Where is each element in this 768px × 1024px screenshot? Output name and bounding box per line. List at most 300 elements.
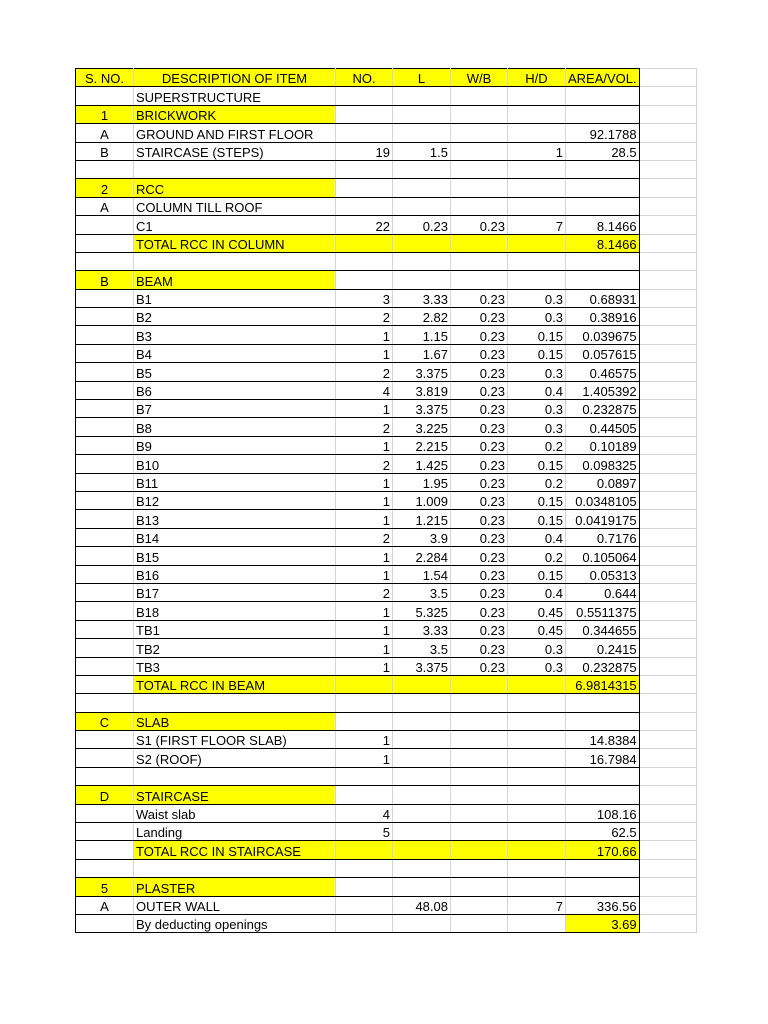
cell-description[interactable]: B12 xyxy=(134,491,336,509)
cell-no[interactable]: 1 xyxy=(336,491,393,509)
cell-height[interactable]: 0.3 xyxy=(508,418,566,436)
empty-cell[interactable] xyxy=(639,804,696,822)
cell-area-vol[interactable]: 108.16 xyxy=(566,804,640,822)
cell-sno[interactable] xyxy=(76,160,134,178)
cell-description[interactable]: By deducting openings xyxy=(134,914,336,932)
cell-sno[interactable] xyxy=(76,400,134,418)
cell-area-vol[interactable] xyxy=(566,252,640,270)
cell-area-vol[interactable]: 0.057615 xyxy=(566,344,640,362)
empty-cell[interactable] xyxy=(639,528,696,546)
cell-height[interactable] xyxy=(508,105,566,123)
cell-height[interactable] xyxy=(508,197,566,215)
cell-area-vol[interactable] xyxy=(566,179,640,197)
cell-sno[interactable] xyxy=(76,528,134,546)
cell-description[interactable]: BEAM xyxy=(134,271,336,289)
cell-sno[interactable]: B xyxy=(76,271,134,289)
cell-area-vol[interactable]: 0.10189 xyxy=(566,436,640,454)
empty-cell[interactable] xyxy=(639,878,696,896)
cell-length[interactable]: 3.225 xyxy=(393,418,451,436)
cell-no[interactable] xyxy=(336,859,393,877)
cell-length[interactable] xyxy=(393,234,451,252)
cell-width[interactable] xyxy=(451,160,508,178)
cell-sno[interactable] xyxy=(76,326,134,344)
cell-height[interactable]: 7 xyxy=(508,896,566,914)
cell-width[interactable] xyxy=(451,197,508,215)
cell-description[interactable] xyxy=(134,252,336,270)
cell-width[interactable]: 0.23 xyxy=(451,491,508,509)
cell-sno[interactable] xyxy=(76,731,134,749)
cell-description[interactable]: PLASTER xyxy=(134,878,336,896)
cell-length[interactable]: 48.08 xyxy=(393,896,451,914)
cell-sno[interactable] xyxy=(76,804,134,822)
cell-no[interactable]: 1 xyxy=(336,436,393,454)
empty-cell[interactable] xyxy=(639,859,696,877)
cell-sno[interactable] xyxy=(76,841,134,859)
cell-sno[interactable] xyxy=(76,87,134,105)
cell-description[interactable]: COLUMN TILL ROOF xyxy=(134,197,336,215)
cell-width[interactable]: 0.23 xyxy=(451,326,508,344)
cell-no[interactable] xyxy=(336,675,393,693)
cell-width[interactable] xyxy=(451,142,508,160)
cell-no[interactable] xyxy=(336,694,393,712)
cell-height[interactable]: 0.3 xyxy=(508,289,566,307)
cell-width[interactable] xyxy=(451,234,508,252)
column-header[interactable]: H/D xyxy=(508,69,566,87)
cell-length[interactable] xyxy=(393,749,451,767)
cell-width[interactable]: 0.23 xyxy=(451,510,508,528)
cell-length[interactable] xyxy=(393,124,451,142)
cell-no[interactable]: 1 xyxy=(336,326,393,344)
empty-cell[interactable] xyxy=(639,252,696,270)
cell-description[interactable]: B11 xyxy=(134,473,336,491)
cell-description[interactable] xyxy=(134,694,336,712)
cell-width[interactable]: 0.23 xyxy=(451,528,508,546)
empty-cell[interactable] xyxy=(639,639,696,657)
cell-height[interactable] xyxy=(508,160,566,178)
cell-width[interactable]: 0.23 xyxy=(451,308,508,326)
cell-no[interactable]: 1 xyxy=(336,749,393,767)
cell-length[interactable]: 1.54 xyxy=(393,565,451,583)
cell-area-vol[interactable]: 0.38916 xyxy=(566,308,640,326)
cell-no[interactable]: 1 xyxy=(336,547,393,565)
empty-cell[interactable] xyxy=(639,308,696,326)
cell-description[interactable]: B16 xyxy=(134,565,336,583)
cell-length[interactable] xyxy=(393,878,451,896)
cell-sno[interactable]: 5 xyxy=(76,878,134,896)
cell-no[interactable] xyxy=(336,914,393,932)
cell-no[interactable]: 1 xyxy=(336,620,393,638)
cell-description[interactable]: STAIRCASE xyxy=(134,786,336,804)
empty-cell[interactable] xyxy=(639,712,696,730)
cell-width[interactable] xyxy=(451,731,508,749)
empty-cell[interactable] xyxy=(639,620,696,638)
cell-height[interactable]: 0.15 xyxy=(508,510,566,528)
cell-sno[interactable] xyxy=(76,216,134,234)
cell-sno[interactable] xyxy=(76,565,134,583)
cell-area-vol[interactable]: 0.644 xyxy=(566,583,640,601)
cell-height[interactable]: 0.15 xyxy=(508,565,566,583)
cell-length[interactable] xyxy=(393,712,451,730)
empty-cell[interactable] xyxy=(639,731,696,749)
cell-sno[interactable]: A xyxy=(76,896,134,914)
cell-area-vol[interactable]: 0.7176 xyxy=(566,528,640,546)
cell-width[interactable]: 0.23 xyxy=(451,639,508,657)
empty-cell[interactable] xyxy=(639,583,696,601)
cell-area-vol[interactable]: 92.1788 xyxy=(566,124,640,142)
cell-no[interactable] xyxy=(336,786,393,804)
cell-length[interactable] xyxy=(393,105,451,123)
cell-height[interactable] xyxy=(508,749,566,767)
cell-length[interactable]: 1.425 xyxy=(393,455,451,473)
cell-width[interactable]: 0.23 xyxy=(451,436,508,454)
cell-height[interactable]: 7 xyxy=(508,216,566,234)
cell-height[interactable]: 0.3 xyxy=(508,308,566,326)
empty-cell[interactable] xyxy=(639,547,696,565)
cell-length[interactable] xyxy=(393,694,451,712)
cell-no[interactable]: 2 xyxy=(336,528,393,546)
empty-cell[interactable] xyxy=(639,105,696,123)
cell-length[interactable]: 3.375 xyxy=(393,400,451,418)
cell-length[interactable] xyxy=(393,804,451,822)
cell-area-vol[interactable]: 0.0419175 xyxy=(566,510,640,528)
cell-area-vol[interactable]: 16.7984 xyxy=(566,749,640,767)
cell-description[interactable]: TB1 xyxy=(134,620,336,638)
cell-height[interactable] xyxy=(508,823,566,841)
cell-no[interactable]: 4 xyxy=(336,381,393,399)
empty-cell[interactable] xyxy=(639,767,696,785)
cell-area-vol[interactable]: 0.344655 xyxy=(566,620,640,638)
cell-sno[interactable] xyxy=(76,289,134,307)
cell-width[interactable] xyxy=(451,675,508,693)
cell-area-vol[interactable]: 0.05313 xyxy=(566,565,640,583)
empty-cell[interactable] xyxy=(639,234,696,252)
cell-description[interactable]: B3 xyxy=(134,326,336,344)
cell-description[interactable]: SLAB xyxy=(134,712,336,730)
empty-cell[interactable] xyxy=(639,914,696,932)
cell-height[interactable] xyxy=(508,712,566,730)
cell-description[interactable]: TOTAL RCC IN STAIRCASE xyxy=(134,841,336,859)
cell-width[interactable] xyxy=(451,786,508,804)
cell-description[interactable]: Landing xyxy=(134,823,336,841)
cell-description[interactable] xyxy=(134,859,336,877)
cell-height[interactable] xyxy=(508,841,566,859)
cell-height[interactable]: 0.15 xyxy=(508,344,566,362)
cell-width[interactable]: 0.23 xyxy=(451,620,508,638)
cell-sno[interactable]: 1 xyxy=(76,105,134,123)
cell-no[interactable]: 1 xyxy=(336,657,393,675)
cell-sno[interactable] xyxy=(76,344,134,362)
cell-length[interactable] xyxy=(393,675,451,693)
cell-height[interactable] xyxy=(508,694,566,712)
cell-description[interactable]: B13 xyxy=(134,510,336,528)
cell-area-vol[interactable] xyxy=(566,197,640,215)
cell-no[interactable] xyxy=(336,179,393,197)
cell-width[interactable]: 0.23 xyxy=(451,547,508,565)
cell-width[interactable] xyxy=(451,914,508,932)
cell-no[interactable] xyxy=(336,841,393,859)
cell-width[interactable]: 0.23 xyxy=(451,565,508,583)
cell-description[interactable] xyxy=(134,767,336,785)
empty-cell[interactable] xyxy=(639,436,696,454)
empty-cell[interactable] xyxy=(639,841,696,859)
cell-width[interactable] xyxy=(451,105,508,123)
cell-height[interactable]: 0.2 xyxy=(508,547,566,565)
empty-cell[interactable] xyxy=(639,197,696,215)
cell-height[interactable] xyxy=(508,878,566,896)
cell-sno[interactable] xyxy=(76,914,134,932)
cell-width[interactable] xyxy=(451,841,508,859)
cell-sno[interactable]: A xyxy=(76,197,134,215)
cell-area-vol[interactable]: 0.039675 xyxy=(566,326,640,344)
cell-width[interactable] xyxy=(451,124,508,142)
empty-cell[interactable] xyxy=(639,69,696,87)
cell-sno[interactable] xyxy=(76,547,134,565)
cell-sno[interactable] xyxy=(76,363,134,381)
cell-area-vol[interactable]: 62.5 xyxy=(566,823,640,841)
cell-description[interactable]: B10 xyxy=(134,455,336,473)
cell-description[interactable]: B4 xyxy=(134,344,336,362)
cell-area-vol[interactable] xyxy=(566,712,640,730)
cell-height[interactable]: 1 xyxy=(508,142,566,160)
cell-sno[interactable] xyxy=(76,823,134,841)
cell-height[interactable]: 0.3 xyxy=(508,639,566,657)
cell-width[interactable] xyxy=(451,271,508,289)
column-header[interactable]: DESCRIPTION OF ITEM xyxy=(134,69,336,87)
cell-length[interactable]: 3.33 xyxy=(393,289,451,307)
cell-height[interactable] xyxy=(508,179,566,197)
cell-width[interactable] xyxy=(451,712,508,730)
empty-cell[interactable] xyxy=(639,344,696,362)
cell-width[interactable]: 0.23 xyxy=(451,216,508,234)
cell-height[interactable]: 0.15 xyxy=(508,326,566,344)
cell-length[interactable] xyxy=(393,252,451,270)
cell-height[interactable]: 0.2 xyxy=(508,473,566,491)
cell-height[interactable] xyxy=(508,731,566,749)
empty-cell[interactable] xyxy=(639,602,696,620)
empty-cell[interactable] xyxy=(639,124,696,142)
cell-sno[interactable] xyxy=(76,436,134,454)
cell-width[interactable]: 0.23 xyxy=(451,381,508,399)
cell-no[interactable]: 2 xyxy=(336,308,393,326)
cell-sno[interactable] xyxy=(76,308,134,326)
cell-no[interactable] xyxy=(336,234,393,252)
cell-no[interactable]: 2 xyxy=(336,583,393,601)
column-header[interactable]: W/B xyxy=(451,69,508,87)
cell-no[interactable] xyxy=(336,271,393,289)
cell-length[interactable] xyxy=(393,841,451,859)
cell-no[interactable] xyxy=(336,767,393,785)
cell-description[interactable]: RCC xyxy=(134,179,336,197)
cell-no[interactable] xyxy=(336,160,393,178)
cell-length[interactable] xyxy=(393,731,451,749)
cell-no[interactable]: 4 xyxy=(336,804,393,822)
cell-height[interactable]: 0.15 xyxy=(508,455,566,473)
cell-height[interactable]: 0.3 xyxy=(508,400,566,418)
cell-length[interactable]: 1.67 xyxy=(393,344,451,362)
cell-description[interactable]: TOTAL RCC IN COLUMN xyxy=(134,234,336,252)
cell-height[interactable]: 0.45 xyxy=(508,602,566,620)
cell-length[interactable]: 3.9 xyxy=(393,528,451,546)
cell-width[interactable]: 0.23 xyxy=(451,400,508,418)
cell-height[interactable]: 0.15 xyxy=(508,491,566,509)
empty-cell[interactable] xyxy=(639,786,696,804)
empty-cell[interactable] xyxy=(639,142,696,160)
cell-area-vol[interactable]: 170.66 xyxy=(566,841,640,859)
cell-width[interactable] xyxy=(451,767,508,785)
cell-length[interactable] xyxy=(393,179,451,197)
cell-length[interactable] xyxy=(393,197,451,215)
empty-cell[interactable] xyxy=(639,491,696,509)
cell-height[interactable]: 0.4 xyxy=(508,583,566,601)
cell-no[interactable] xyxy=(336,197,393,215)
cell-width[interactable]: 0.23 xyxy=(451,473,508,491)
empty-cell[interactable] xyxy=(639,823,696,841)
cell-area-vol[interactable] xyxy=(566,859,640,877)
cell-sno[interactable] xyxy=(76,234,134,252)
cell-area-vol[interactable] xyxy=(566,694,640,712)
cell-width[interactable] xyxy=(451,859,508,877)
cell-sno[interactable] xyxy=(76,657,134,675)
cell-length[interactable] xyxy=(393,914,451,932)
cell-no[interactable]: 1 xyxy=(336,344,393,362)
cell-length[interactable]: 1.95 xyxy=(393,473,451,491)
cell-no[interactable]: 1 xyxy=(336,602,393,620)
cell-no[interactable] xyxy=(336,712,393,730)
cell-length[interactable] xyxy=(393,823,451,841)
cell-height[interactable] xyxy=(508,271,566,289)
empty-cell[interactable] xyxy=(639,216,696,234)
cell-sno[interactable] xyxy=(76,859,134,877)
cell-description[interactable]: Waist slab xyxy=(134,804,336,822)
cell-area-vol[interactable] xyxy=(566,786,640,804)
cell-description[interactable]: B6 xyxy=(134,381,336,399)
cell-area-vol[interactable]: 0.0348105 xyxy=(566,491,640,509)
cell-sno[interactable] xyxy=(76,694,134,712)
cell-width[interactable] xyxy=(451,252,508,270)
cell-height[interactable] xyxy=(508,252,566,270)
cell-length[interactable]: 3.819 xyxy=(393,381,451,399)
cell-sno[interactable] xyxy=(76,639,134,657)
cell-height[interactable] xyxy=(508,859,566,877)
empty-cell[interactable] xyxy=(639,455,696,473)
cell-no[interactable]: 2 xyxy=(336,418,393,436)
cell-area-vol[interactable]: 0.68931 xyxy=(566,289,640,307)
cell-height[interactable] xyxy=(508,767,566,785)
cell-no[interactable]: 3 xyxy=(336,289,393,307)
empty-cell[interactable] xyxy=(639,694,696,712)
cell-no[interactable]: 1 xyxy=(336,565,393,583)
cell-sno[interactable] xyxy=(76,473,134,491)
cell-length[interactable] xyxy=(393,160,451,178)
cell-width[interactable]: 0.23 xyxy=(451,602,508,620)
cell-no[interactable]: 2 xyxy=(336,363,393,381)
cell-length[interactable]: 1.15 xyxy=(393,326,451,344)
cell-description[interactable]: S2 (ROOF) xyxy=(134,749,336,767)
cell-no[interactable]: 1 xyxy=(336,510,393,528)
cell-sno[interactable]: A xyxy=(76,124,134,142)
empty-cell[interactable] xyxy=(639,749,696,767)
cell-height[interactable]: 0.4 xyxy=(508,381,566,399)
empty-cell[interactable] xyxy=(639,565,696,583)
cell-description[interactable]: B15 xyxy=(134,547,336,565)
empty-cell[interactable] xyxy=(639,510,696,528)
cell-area-vol[interactable] xyxy=(566,878,640,896)
cell-width[interactable]: 0.23 xyxy=(451,289,508,307)
cell-width[interactable]: 0.23 xyxy=(451,344,508,362)
cell-sno[interactable] xyxy=(76,455,134,473)
cell-area-vol[interactable] xyxy=(566,767,640,785)
cell-sno[interactable] xyxy=(76,252,134,270)
cell-area-vol[interactable]: 1.405392 xyxy=(566,381,640,399)
cell-area-vol[interactable]: 6.9814315 xyxy=(566,675,640,693)
cell-area-vol[interactable]: 8.1466 xyxy=(566,234,640,252)
cell-height[interactable]: 0.2 xyxy=(508,436,566,454)
cell-height[interactable] xyxy=(508,914,566,932)
cell-width[interactable] xyxy=(451,749,508,767)
cell-area-vol[interactable]: 0.44505 xyxy=(566,418,640,436)
cell-height[interactable]: 0.3 xyxy=(508,657,566,675)
cell-area-vol[interactable]: 0.232875 xyxy=(566,400,640,418)
cell-sno[interactable] xyxy=(76,767,134,785)
cell-height[interactable] xyxy=(508,675,566,693)
column-header[interactable]: L xyxy=(393,69,451,87)
cell-no[interactable]: 1 xyxy=(336,473,393,491)
empty-cell[interactable] xyxy=(639,675,696,693)
cell-no[interactable] xyxy=(336,896,393,914)
cell-area-vol[interactable]: 0.105064 xyxy=(566,547,640,565)
cell-length[interactable]: 0.23 xyxy=(393,216,451,234)
cell-width[interactable] xyxy=(451,878,508,896)
cell-description[interactable]: TB3 xyxy=(134,657,336,675)
cell-area-vol[interactable]: 3.69 xyxy=(566,914,640,932)
cell-no[interactable]: 5 xyxy=(336,823,393,841)
empty-cell[interactable] xyxy=(639,160,696,178)
cell-height[interactable] xyxy=(508,87,566,105)
cell-area-vol[interactable] xyxy=(566,105,640,123)
cell-sno[interactable] xyxy=(76,583,134,601)
cell-area-vol[interactable] xyxy=(566,160,640,178)
cell-description[interactable]: S1 (FIRST FLOOR SLAB) xyxy=(134,731,336,749)
cell-no[interactable] xyxy=(336,878,393,896)
cell-no[interactable]: 1 xyxy=(336,731,393,749)
cell-no[interactable] xyxy=(336,87,393,105)
cell-sno[interactable] xyxy=(76,675,134,693)
empty-cell[interactable] xyxy=(639,179,696,197)
cell-length[interactable] xyxy=(393,767,451,785)
cell-sno[interactable] xyxy=(76,491,134,509)
cell-width[interactable]: 0.23 xyxy=(451,455,508,473)
cell-area-vol[interactable]: 28.5 xyxy=(566,142,640,160)
cell-sno[interactable] xyxy=(76,418,134,436)
cell-no[interactable]: 1 xyxy=(336,639,393,657)
cell-description[interactable] xyxy=(134,160,336,178)
cell-no[interactable] xyxy=(336,252,393,270)
cell-sno[interactable]: 2 xyxy=(76,179,134,197)
empty-cell[interactable] xyxy=(639,418,696,436)
cell-height[interactable] xyxy=(508,124,566,142)
cell-height[interactable]: 0.45 xyxy=(508,620,566,638)
cell-height[interactable] xyxy=(508,234,566,252)
cell-no[interactable]: 1 xyxy=(336,400,393,418)
empty-cell[interactable] xyxy=(639,400,696,418)
cell-width[interactable] xyxy=(451,804,508,822)
cell-sno[interactable] xyxy=(76,620,134,638)
cell-description[interactable]: OUTER WALL xyxy=(134,896,336,914)
cell-length[interactable] xyxy=(393,87,451,105)
cell-area-vol[interactable] xyxy=(566,87,640,105)
cell-area-vol[interactable]: 0.232875 xyxy=(566,657,640,675)
cell-description[interactable]: TOTAL RCC IN BEAM xyxy=(134,675,336,693)
